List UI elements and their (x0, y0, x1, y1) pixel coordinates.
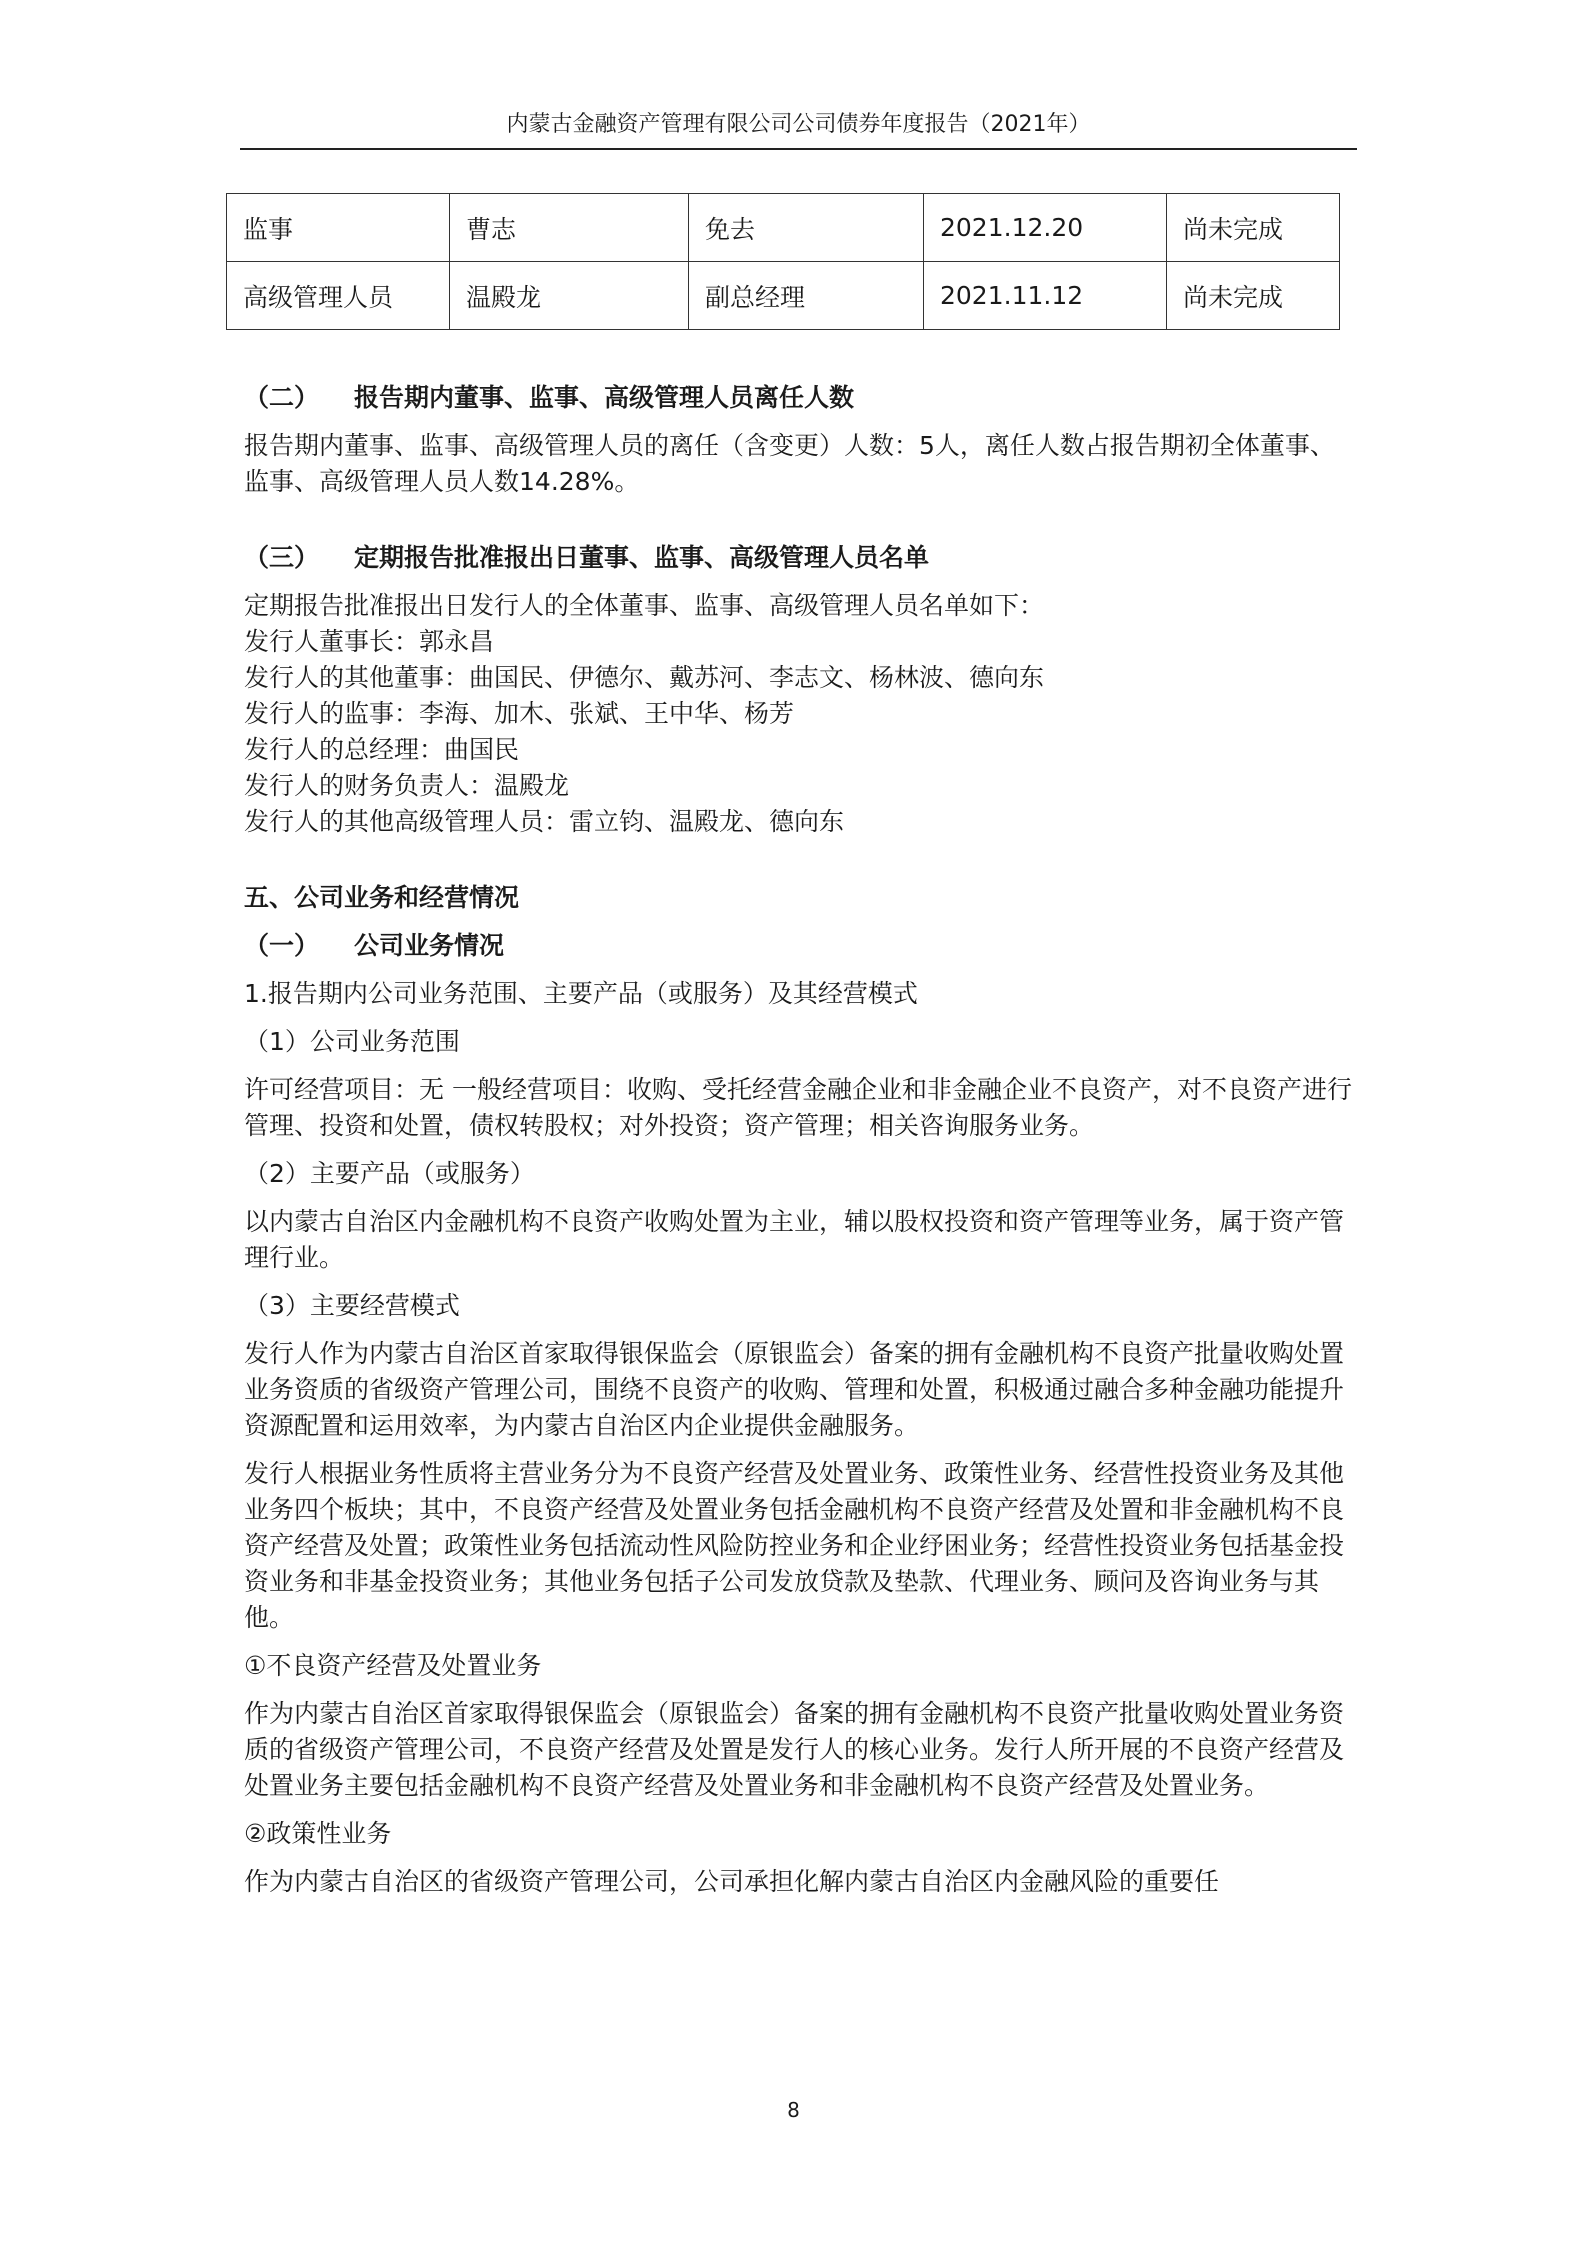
paragraph: 报告期内董事、监事、高级管理人员的离任（含变更）人数：5人，离任人数占报告期初全体董事、监事、高级管理人员人数14.28%。 (244, 431, 1335, 496)
list-line: 发行人的其他高级管理人员：雷立钧、温殿龙、德向东 (244, 807, 845, 836)
section-title: 定期报告批准报出日董事、监事、高级管理人员名单 (354, 543, 930, 572)
sub-heading: （2）主要产品（或服务） (244, 1159, 535, 1188)
paragraph: 作为内蒙古自治区首家取得银保监会（原银监会）备案的拥有金融机构不良资产批量收购处置业务资质的省级资产管理公司，不良资产经营及处置是发行人的核心业务。发行人所开展的不良资产经营及处置业务主要包括金融机构不良资产经营及处置业务和非金融机构不良资产经营及处置业务。 (244, 1699, 1345, 1800)
table-cell-name: 曹志 (450, 194, 689, 262)
table-cell-position: 高级管理人员 (227, 262, 450, 330)
item-heading: 1.报告期内公司业务范围、主要产品（或服务）及其经营模式 (244, 979, 918, 1008)
table-cell-name: 温殿龙 (450, 262, 689, 330)
table-cell-change-type: 副总经理 (689, 262, 924, 330)
document-body (244, 380, 1356, 1900)
list-line: 发行人董事长：郭永昌 (244, 627, 495, 656)
section-number: （三） (244, 543, 320, 572)
table-row (227, 194, 1340, 262)
section-heading (244, 540, 1356, 576)
paragraph: 许可经营项目：无 一般经营项目：收购、受托经营金融企业和非金融企业不良资产，对不良资产进行管理、投资和处置，债权转股权；对外投资；资产管理；相关咨询服务业务。 (244, 1075, 1352, 1140)
personnel-change-table (226, 193, 1340, 330)
table-cell-date: 2021.12.20 (924, 194, 1167, 262)
sub-heading: ②政策性业务 (244, 1819, 392, 1848)
section-title: 报告期内董事、监事、高级管理人员离任人数 (354, 383, 855, 412)
paragraph: 作为内蒙古自治区的省级资产管理公司，公司承担化解内蒙古自治区内金融风险的重要任 (244, 1867, 1220, 1896)
paragraph: 发行人根据业务性质将主营业务分为不良资产经营及处置业务、政策性业务、经营性投资业务及其他业务四个板块；其中，不良资产经营及处置业务包括金融机构不良资产经营及处置和非金融机构不良资产经营及处置；政策性业务包括流动性风险防控业务和企业纾困业务；经营性投资业务包括基金投资业务和非基金投资业务；其他业务包括子公司发放贷款及垫款、代理业务、顾问及咨询业务与其他。 (244, 1459, 1345, 1632)
table-cell-status: 尚未完成 (1167, 194, 1340, 262)
section-heading (244, 380, 1356, 416)
table-cell-position: 监事 (227, 194, 450, 262)
table-cell-change-type: 免去 (689, 194, 924, 262)
table-cell-status: 尚未完成 (1167, 262, 1340, 330)
section-heading (244, 928, 1356, 964)
list-line: 发行人的其他董事：曲国民、伊德尔、戴苏河、李志文、杨林波、德向东 (244, 663, 1045, 692)
section-number: （一） (244, 931, 320, 960)
table-row (227, 262, 1340, 330)
list-line: 发行人的总经理：曲国民 (244, 735, 520, 764)
sub-heading: ①不良资产经营及处置业务 (244, 1651, 542, 1680)
list-line: 发行人的监事：李海、加木、张斌、王中华、杨芳 (244, 699, 795, 728)
running-header: 内蒙古金融资产管理有限公司公司债券年度报告（2021年） (506, 112, 1091, 137)
paragraph: 以内蒙古自治区内金融机构不良资产收购处置为主业，辅以股权投资和资产管理等业务，属于资产管理行业。 (244, 1207, 1345, 1272)
list-line: 定期报告批准报出日发行人的全体董事、监事、高级管理人员名单如下： (244, 591, 1045, 620)
section-title: 公司业务情况 (354, 931, 505, 960)
list-line: 发行人的财务负责人：温殿龙 (244, 771, 570, 800)
table-cell-date: 2021.11.12 (924, 262, 1167, 330)
chapter-heading: 五、公司业务和经营情况 (244, 883, 520, 912)
paragraph: 发行人作为内蒙古自治区首家取得银保监会（原银监会）备案的拥有金融机构不良资产批量收购处置业务资质的省级资产管理公司，围绕不良资产的收购、管理和处置，积极通过融合多种金融功能提升资源配置和运用效率，为内蒙古自治区内企业提供金融服务。 (244, 1339, 1345, 1440)
sub-heading: （1）公司业务范围 (244, 1027, 460, 1056)
page-number: 8 (787, 2098, 800, 2122)
sub-heading: （3）主要经营模式 (244, 1291, 460, 1320)
header-rule (240, 148, 1357, 150)
section-number: （二） (244, 383, 320, 412)
